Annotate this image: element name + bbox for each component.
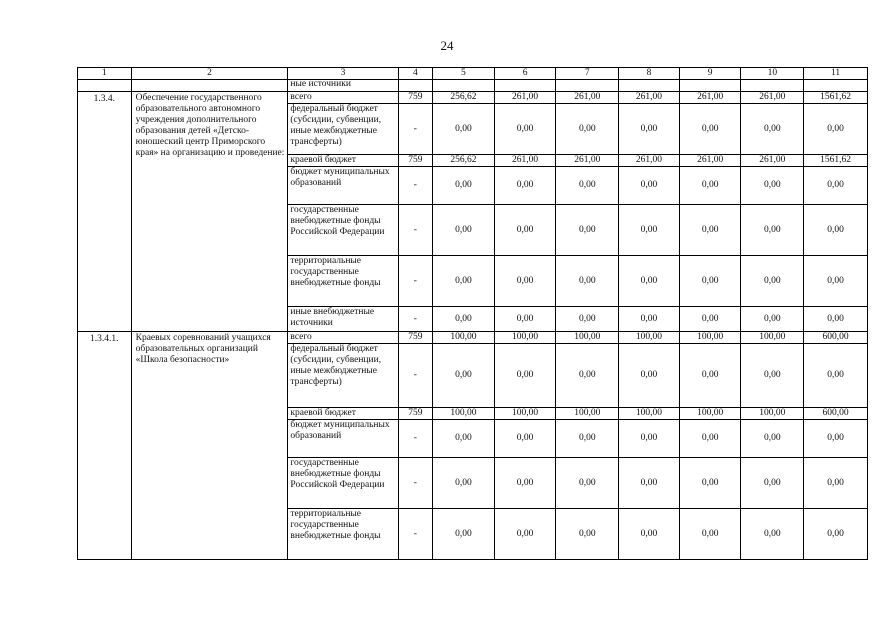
source-cell: территориальные государственные внебюджетные фонды: [288, 256, 398, 307]
value-cell: 261,00: [741, 155, 804, 167]
value-cell: 0,00: [494, 344, 556, 408]
source-cell: краевой бюджет: [288, 155, 398, 167]
empty-cell: [741, 80, 804, 92]
value-cell: 0,00: [556, 104, 619, 155]
source-cell: всего: [288, 92, 398, 104]
source-cell: ные источники: [288, 80, 398, 92]
value-cell: 0,00: [494, 104, 556, 155]
empty-cell: [433, 80, 495, 92]
value-cell: 0,00: [619, 205, 680, 256]
value-cell: 0,00: [619, 167, 680, 205]
value-cell: 0,00: [679, 344, 741, 408]
value-cell: 0,00: [679, 420, 741, 458]
budget-code-cell: 759: [398, 155, 432, 167]
value-cell: 100,00: [556, 408, 619, 420]
value-cell: 261,00: [494, 92, 556, 104]
value-cell: 0,00: [619, 256, 680, 307]
budget-code-cell: -: [398, 420, 432, 458]
empty-cell: [556, 80, 619, 92]
value-cell: 0,00: [556, 420, 619, 458]
value-cell: 0,00: [619, 307, 680, 332]
value-cell: 0,00: [619, 344, 680, 408]
budget-code-cell: -: [398, 205, 432, 256]
value-cell: 100,00: [494, 332, 556, 344]
source-cell: всего: [288, 332, 398, 344]
budget-code-cell: -: [398, 256, 432, 307]
value-cell: 100,00: [679, 408, 741, 420]
value-cell: 0,00: [804, 205, 868, 256]
value-cell: 261,00: [679, 155, 741, 167]
value-cell: 100,00: [433, 408, 495, 420]
value-cell: 0,00: [741, 509, 804, 560]
value-cell: 256,62: [433, 155, 495, 167]
empty-cell: [804, 80, 868, 92]
value-cell: 100,00: [679, 332, 741, 344]
header-row: [78, 68, 868, 80]
column-header-9: 9: [679, 68, 741, 80]
empty-cell: [619, 80, 680, 92]
column-header-3: 3: [288, 68, 398, 80]
value-cell: 261,00: [679, 92, 741, 104]
value-cell: 0,00: [433, 458, 495, 509]
value-cell: 0,00: [679, 167, 741, 205]
empty-cell: [679, 80, 741, 92]
value-cell: 0,00: [556, 167, 619, 205]
budget-code-cell: -: [398, 307, 432, 332]
value-cell: 0,00: [494, 420, 556, 458]
value-cell: 0,00: [556, 344, 619, 408]
value-cell: 0,00: [804, 458, 868, 509]
value-cell: 0,00: [494, 307, 556, 332]
value-cell: 600,00: [804, 408, 868, 420]
budget-code-cell: -: [398, 344, 432, 408]
value-cell: 0,00: [556, 458, 619, 509]
value-cell: 0,00: [433, 509, 495, 560]
value-cell: 0,00: [804, 420, 868, 458]
value-cell: 100,00: [433, 332, 495, 344]
value-cell: 0,00: [741, 205, 804, 256]
value-cell: 0,00: [679, 104, 741, 155]
source-cell: бюджет муниципальных образований: [288, 167, 398, 205]
section-description: Краевых соревнований учащихся образовательных организаций «Школа безопасности»: [131, 332, 288, 560]
source-cell: государственные внебюджетные фонды Российской Федерации: [288, 205, 398, 256]
value-cell: 0,00: [804, 256, 868, 307]
value-cell: 0,00: [741, 420, 804, 458]
value-cell: 100,00: [619, 332, 680, 344]
value-cell: 100,00: [741, 408, 804, 420]
value-cell: 0,00: [741, 104, 804, 155]
value-cell: 0,00: [494, 509, 556, 560]
value-cell: 0,00: [619, 509, 680, 560]
value-cell: 0,00: [556, 256, 619, 307]
column-header-4: 4: [398, 68, 432, 80]
value-cell: 0,00: [556, 307, 619, 332]
source-cell: федеральный бюджет (субсидии, субвенции, иные межбюджетные трансферты): [288, 344, 398, 408]
value-cell: 261,00: [741, 92, 804, 104]
value-cell: 0,00: [804, 344, 868, 408]
budget-code-cell: -: [398, 104, 432, 155]
budget-code-cell: 759: [398, 332, 432, 344]
value-cell: 0,00: [619, 458, 680, 509]
value-cell: 0,00: [433, 420, 495, 458]
value-cell: 0,00: [679, 509, 741, 560]
value-cell: 0,00: [619, 420, 680, 458]
value-cell: 0,00: [741, 458, 804, 509]
column-header-10: 10: [741, 68, 804, 80]
column-header-5: 5: [433, 68, 495, 80]
value-cell: 261,00: [619, 92, 680, 104]
value-cell: 100,00: [494, 408, 556, 420]
value-cell: 100,00: [619, 408, 680, 420]
value-cell: 1561,62: [804, 155, 868, 167]
value-cell: 0,00: [494, 205, 556, 256]
column-header-11: 11: [804, 68, 868, 80]
value-cell: 0,00: [804, 167, 868, 205]
empty-cell: [398, 80, 432, 92]
budget-code-cell: -: [398, 458, 432, 509]
value-cell: 0,00: [433, 104, 495, 155]
section-code: 1.3.4.: [78, 92, 132, 332]
value-cell: 256,62: [433, 92, 495, 104]
value-cell: 0,00: [494, 256, 556, 307]
value-cell: 261,00: [556, 155, 619, 167]
value-cell: 0,00: [494, 458, 556, 509]
table-row: [78, 92, 868, 104]
table-row: [78, 332, 868, 344]
carryover-row: [78, 80, 868, 92]
source-cell: государственные внебюджетные фонды Российской Федерации: [288, 458, 398, 509]
budget-table: [77, 67, 868, 560]
value-cell: 0,00: [804, 104, 868, 155]
source-cell: краевой бюджет: [288, 408, 398, 420]
value-cell: 100,00: [556, 332, 619, 344]
value-cell: 0,00: [494, 167, 556, 205]
value-cell: 0,00: [679, 256, 741, 307]
value-cell: 0,00: [679, 205, 741, 256]
value-cell: 0,00: [433, 307, 495, 332]
column-header-1: 1: [78, 68, 132, 80]
value-cell: 0,00: [556, 509, 619, 560]
value-cell: 0,00: [433, 344, 495, 408]
source-cell: территориальные государственные внебюджетные фонды: [288, 509, 398, 560]
section-description: Обеспечение государственного образовательного автономного учреждения дополнительного образования детей «Детско-юношеский центр Приморского края» на организацию и проведение:: [131, 92, 288, 332]
column-header-7: 7: [556, 68, 619, 80]
page-number: 24: [440, 38, 454, 53]
source-cell: иные внебюджетные источники: [288, 307, 398, 332]
value-cell: 0,00: [741, 167, 804, 205]
empty-cell: [131, 80, 288, 92]
source-cell: бюджет муниципальных образований: [288, 420, 398, 458]
value-cell: 0,00: [619, 104, 680, 155]
column-header-8: 8: [619, 68, 680, 80]
value-cell: 0,00: [433, 256, 495, 307]
value-cell: 0,00: [556, 205, 619, 256]
value-cell: 0,00: [679, 307, 741, 332]
column-header-6: 6: [494, 68, 556, 80]
value-cell: 261,00: [619, 155, 680, 167]
value-cell: 0,00: [741, 307, 804, 332]
source-cell: федеральный бюджет (субсидии, субвенции, иные межбюджетные трансферты): [288, 104, 398, 155]
value-cell: 100,00: [741, 332, 804, 344]
value-cell: 0,00: [804, 307, 868, 332]
empty-cell: [78, 80, 132, 92]
budget-code-cell: 759: [398, 408, 432, 420]
budget-code-cell: 759: [398, 92, 432, 104]
empty-cell: [494, 80, 556, 92]
value-cell: 0,00: [741, 344, 804, 408]
budget-code-cell: -: [398, 509, 432, 560]
value-cell: 0,00: [679, 458, 741, 509]
value-cell: 600,00: [804, 332, 868, 344]
value-cell: 261,00: [494, 155, 556, 167]
value-cell: 0,00: [433, 167, 495, 205]
value-cell: 0,00: [804, 509, 868, 560]
value-cell: 261,00: [556, 92, 619, 104]
column-header-2: 2: [131, 68, 288, 80]
value-cell: 0,00: [741, 256, 804, 307]
value-cell: 1561,62: [804, 92, 868, 104]
section-code: 1.3.4.1.: [78, 332, 132, 560]
value-cell: 0,00: [433, 205, 495, 256]
budget-code-cell: -: [398, 167, 432, 205]
